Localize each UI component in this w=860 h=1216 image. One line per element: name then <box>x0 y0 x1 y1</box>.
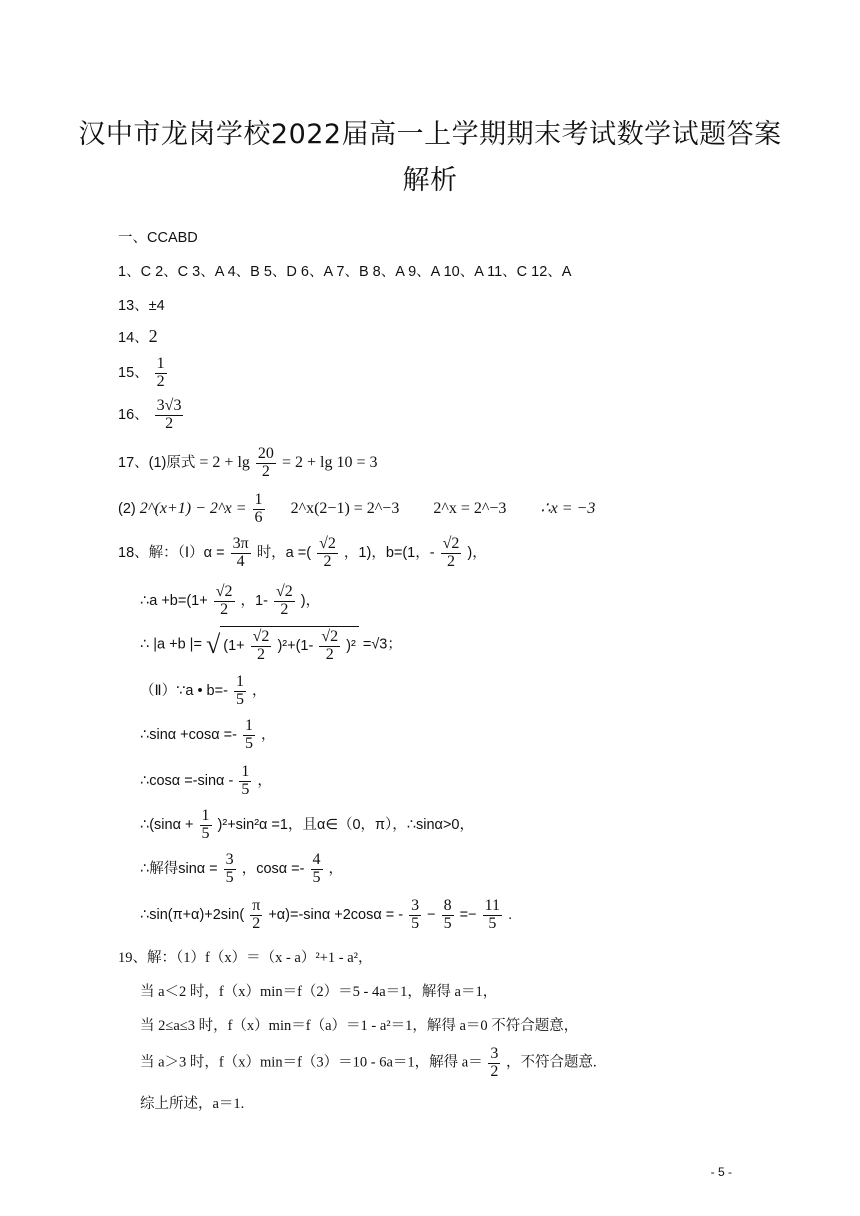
q19-line-5: 综上所述，a＝1. <box>140 1096 245 1112</box>
answer-15: 15、 $\frac{1}{2}$ <box>118 355 165 390</box>
page-number: - 5 - <box>710 1165 732 1179</box>
q18-line-3: ∴ |a +b |= √ (1+ $\frac{√2}{2}$ )²+(1- $\frac{√2}{2}$ )² =√3； <box>140 628 402 663</box>
q19-line-1: 19、解：（1）f（x）＝（x - a）²+1 - a²， <box>118 950 373 966</box>
q18-line-9: ∴sin(π+α)+2sin( $\frac{\pi}{2}$ +α)=-sinα +2cosα = - $\frac{3}{5}$ − $\frac{8}{5}$ =− $\frac{11}{5}$ . <box>140 897 513 932</box>
answer-16: 16、 $\frac{3√3}{2}$ <box>118 397 182 432</box>
page-title-cont: 解析 <box>402 165 458 196</box>
q18-line-8: ∴解得sinα = $\frac{3}{5}$ ，cosα =- $\frac{4}{5}$ ， <box>140 851 344 886</box>
q18-line-1: 18、解：（Ⅰ）α = $\frac{3\pi}{4}$ 时，a =( $\frac{√2}{2}$ ，1)，b=(1，- $\frac{√2}{2}$ )， <box>118 535 487 570</box>
q19-line-3: 当 2≤a≤3 时，f（x）min＝f（a）＝1 - a²＝1，解得 a＝0 不符合题意， <box>140 1018 579 1034</box>
answer-14: 14、2 <box>118 326 158 346</box>
q18-line-5: ∴sinα +cosα =- $\frac{1}{5}$ ， <box>140 717 276 752</box>
answer-13: 13、±4 <box>118 298 165 314</box>
q19-line-4: 当 a＞3 时，f（x）min＝f（3）＝10 - 6a＝1，解得 a＝ $\frac{3}{2}$ ，不符合题意. <box>140 1045 597 1080</box>
answer-17-1: 17、(1)原式 = 2 + lg $\frac{20}{2}$ = 2 + lg 10 = 3 <box>118 445 378 480</box>
q18-line-4: （Ⅱ）∵a • b=- $\frac{1}{5}$ ， <box>140 673 267 708</box>
page-title: 汉中市龙岗学校2022届高一上学期期末考试数学试题答案 <box>78 119 782 150</box>
q19-line-2: 当 a＜2 时，f（x）min＝f（2）＝5 - 4a＝1，解得 a＝1， <box>140 984 498 1000</box>
answer-header: 一、CCABD <box>118 230 198 246</box>
q18-line-7: ∴(sinα + $\frac{1}{5}$ )²+sin²α =1，且α∈（0，π），∴sinα>0， <box>140 807 474 842</box>
q18-line-2: ∴a +b=(1+ $\frac{√2}{2}$ ，1- $\frac{√2}{2}$ )， <box>140 583 321 618</box>
answer-17-2: (2) 2^(x+1) − 2^x = $\frac{1}{6}$ 2^x(2−1) = 2^−3 2^x = 2^−3 ∴x = −3 <box>118 491 596 526</box>
answer-list: 1、C 2、C 3、A 4、B 5、D 6、A 7、B 8、A 9、A 10、A 11、C 12、A <box>118 264 572 280</box>
q18-line-6: ∴cosα =-sinα - $\frac{1}{5}$ ， <box>140 763 272 798</box>
